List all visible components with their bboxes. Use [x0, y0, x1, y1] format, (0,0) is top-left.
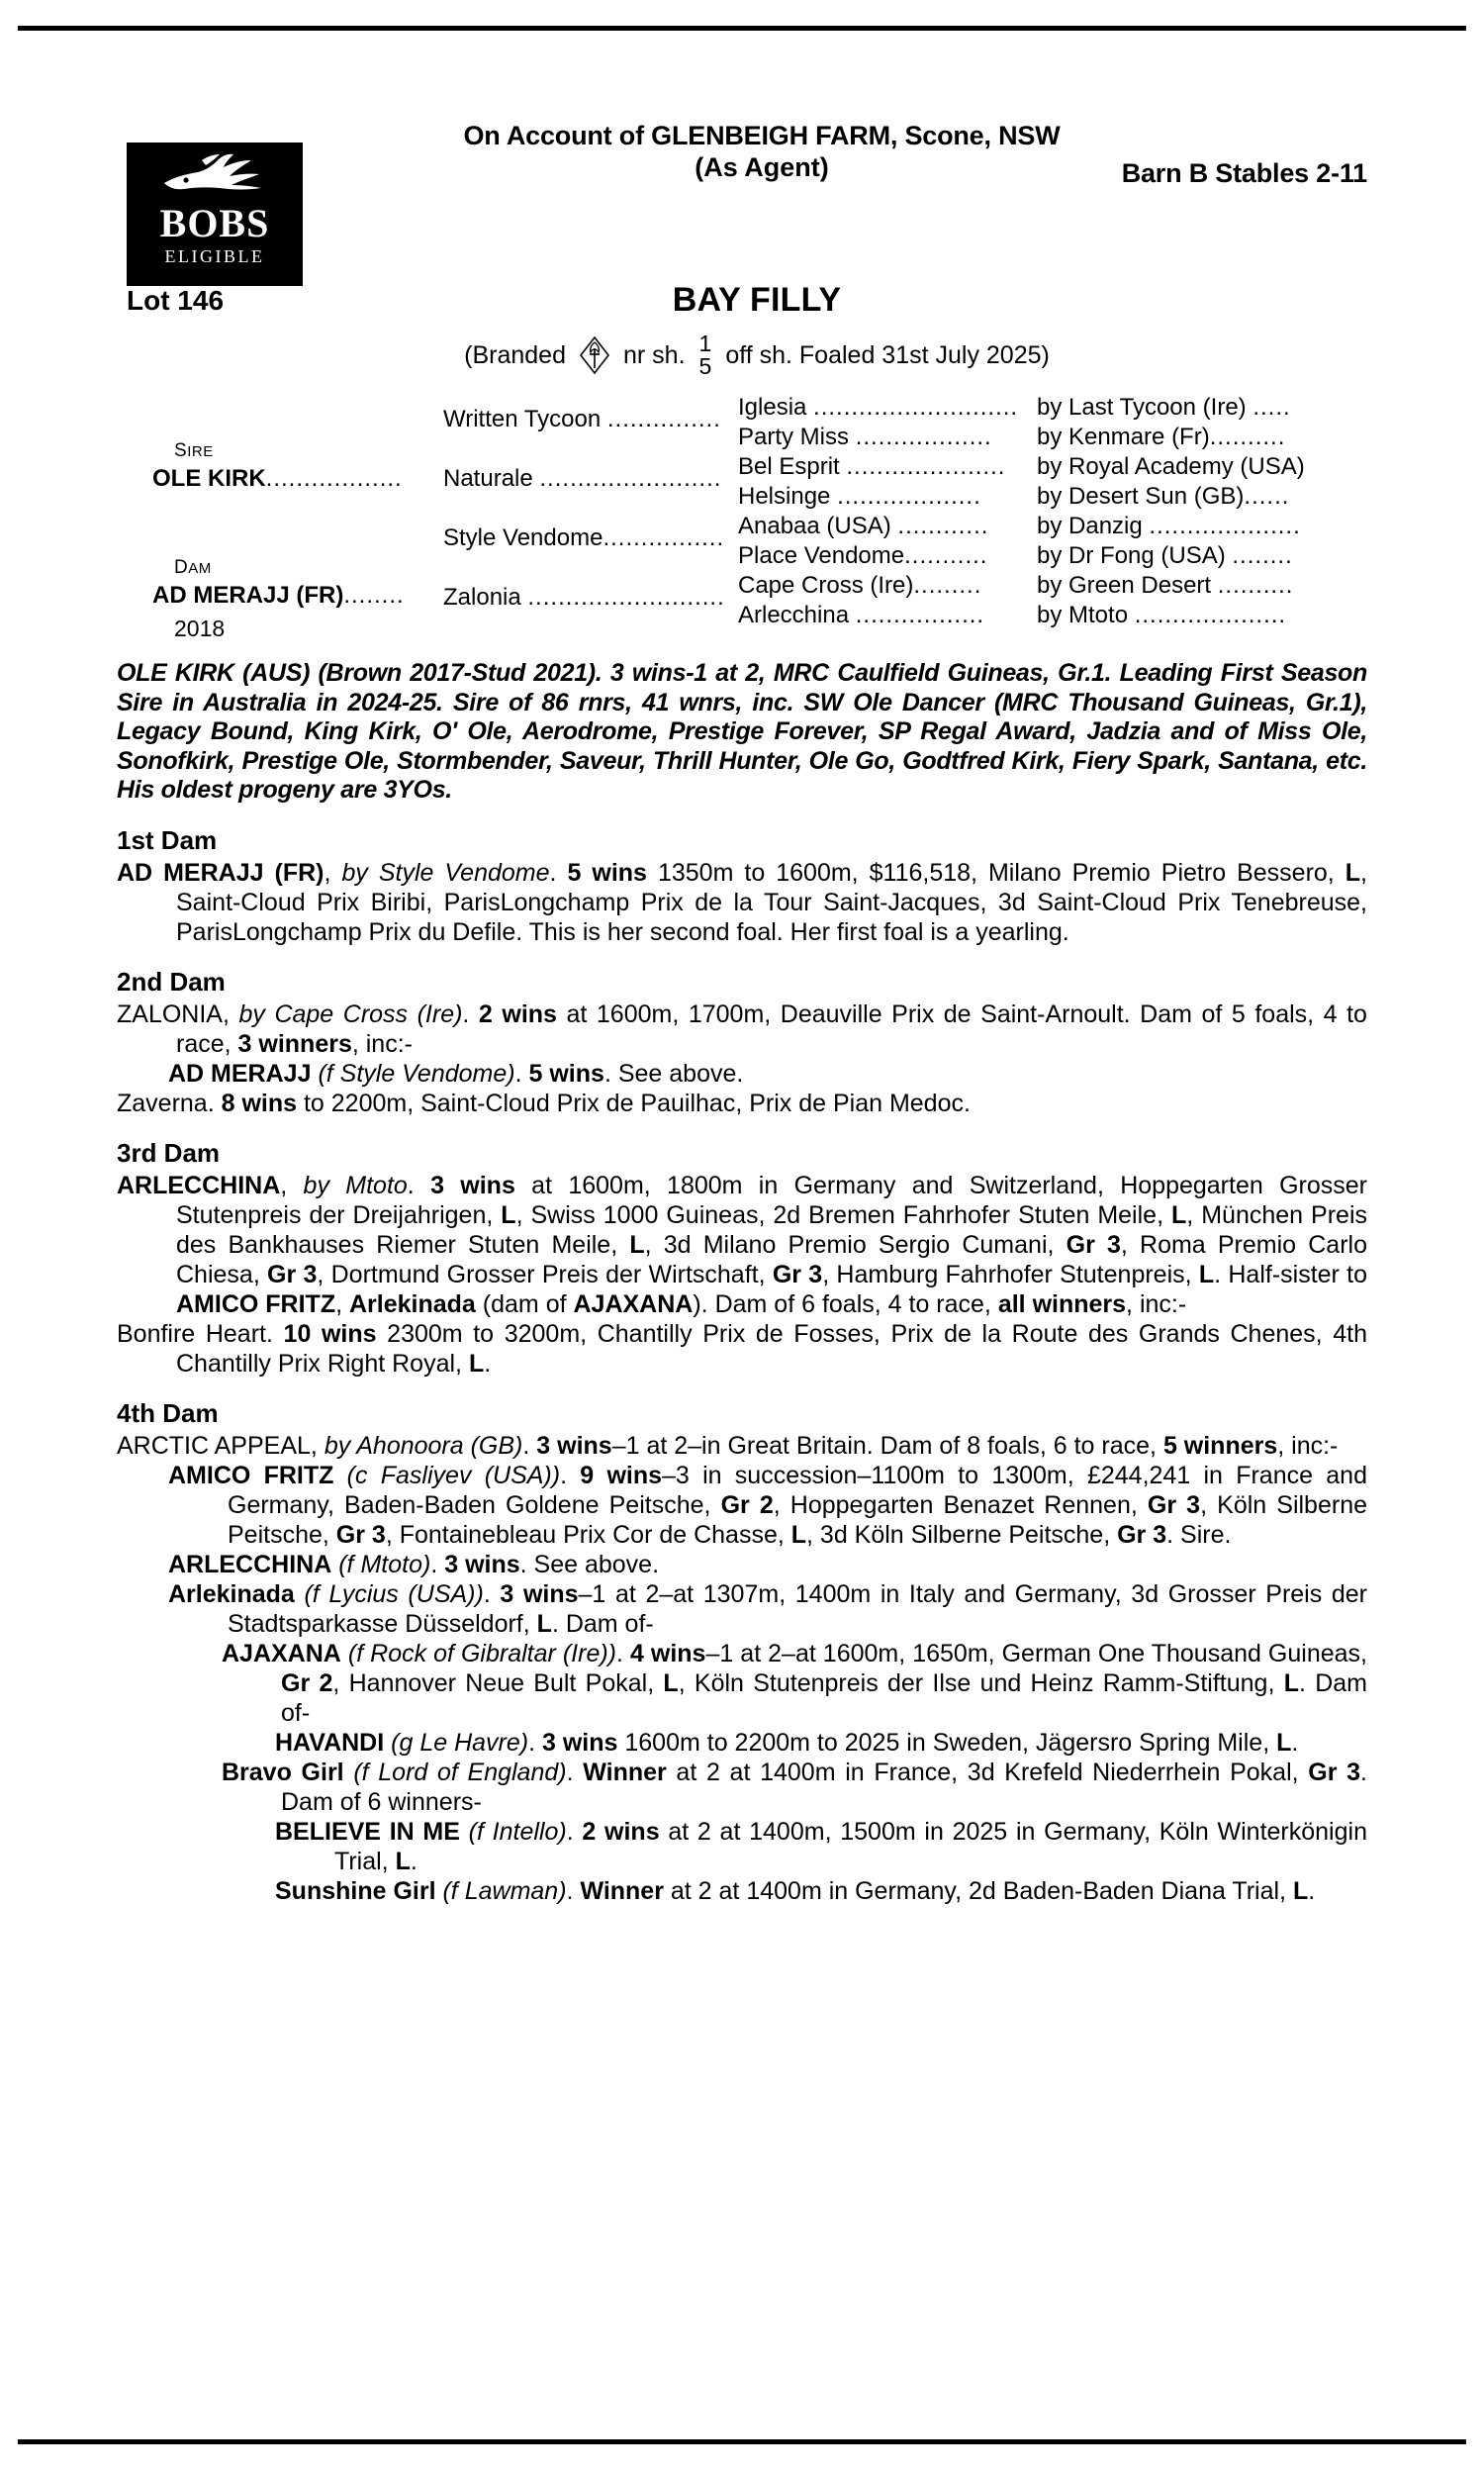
- pedigree-entry: AD MERAJJ (FR), by Style Vendome. 5 wins 1350m to 1600m, $116,518, Milano Premio Pietro Bessero, L, Saint-Cloud Prix Biribi, ParisLongchamp Prix de la Tour Saint-Jacques, 3d Saint-Cloud Prix Tenebreuse, ParisLongchamp Prix du Defile. This is her second foal. Her first foal is a yearling.: [117, 858, 1367, 946]
- gen3-row: Bel Esprit .....................: [738, 453, 1006, 480]
- sire-description: OLE KIRK (AUS) (Brown 2017-Stud 2021). 3 wins-1 at 2, MRC Caulfield Guineas, Gr.1. Leading First Season Sire in Australia in 2024-25. Sire of 86 rnrs, 41 wnrs, inc. SW Ole Dancer (MRC Thousand Guineas, Gr.1), Legacy Bound, King Kirk, O' Ole, Aerodrome, Prestige Forever, SP Regal Award, Jadzia and of Miss Ole, Sonofkirk, Prestige Ole, Stormbender, Saveur, Thrill Hunter, Ole Go, Godtfred Kirk, Fiery Spark, Santana, etc. His oldest progeny are 3YOs.: [117, 659, 1367, 804]
- dam-heading: 2nd Dam: [117, 966, 226, 997]
- gen3-by: by Last Tycoon (Ire) .....: [1037, 394, 1291, 421]
- pedigree-entry: BELIEVE IN ME (f Intello). 2 wins at 2 at 1400m, 1500m in 2025 in Germany, Köln Winterkönigin Trial, L.: [275, 1817, 1367, 1875]
- gen3-by: by Desert Sun (GB)......: [1037, 483, 1290, 510]
- horse-head-icon: [156, 150, 273, 202]
- gen3-row: Arlecchina .................: [738, 602, 985, 628]
- gen2-row: Zalonia ..........................: [443, 584, 725, 611]
- dam-heading: 1st Dam: [117, 824, 218, 855]
- gen3-row: Cape Cross (Ire).........: [738, 572, 982, 599]
- sire-label: SIRE: [174, 440, 214, 461]
- gen3-row: Anabaa (USA) ............: [738, 513, 989, 539]
- dam-name: AD MERAJJ (FR)........: [152, 582, 405, 609]
- pedigree-entry: AMICO FRITZ (c Fasliyev (USA)). 9 wins–3 in succession–1100m to 1300m, £244,241 in France and Germany, Baden-Baden Goldene Peitsche, Gr 2, Hoppegarten Benazet Rennen, Gr 3, Köln Silberne Peitsche, Gr 3, Fontainebleau Prix Cor de Chasse, L, 3d Köln Silberne Peitsche, Gr 3. Sire.: [168, 1461, 1367, 1549]
- brand-fraction: [699, 333, 712, 378]
- pedigree-entry: Arlekinada (f Lycius (USA)). 3 wins–1 at 2–at 1307m, 1400m in Italy and Germany, 3d Grosser Preis der Stadtsparkasse Düsseldorf, L. Dam of-: [168, 1579, 1368, 1638]
- pedigree-entry: ARCTIC APPEAL, by Ahonoora (GB). 3 wins–1 at 2–in Great Britain. Dam of 8 foals, 6 to race, 5 winners, inc:-: [117, 1431, 1339, 1460]
- brand-middle: nr sh.: [623, 340, 686, 369]
- fraction-denominator: 5: [698, 353, 712, 379]
- pedigree-entry: AD MERAJJ (f Style Vendome). 5 wins. See above.: [168, 1059, 744, 1088]
- logo-title: BOBS: [159, 201, 270, 245]
- gen3-by: by Kenmare (Fr)..........: [1037, 424, 1286, 450]
- bobs-eligible-logo: [127, 143, 303, 286]
- dam-label: DAM: [174, 557, 212, 578]
- gen2-row: Style Vendome................: [443, 524, 725, 551]
- gen3-row: Place Vendome...........: [738, 542, 988, 569]
- gen3-by: by Danzig ....................: [1037, 513, 1301, 539]
- page-content: [117, 79, 1367, 1906]
- pedigree-entry: ARLECCHINA, by Mtoto. 3 wins at 1600m, 1800m in Germany and Switzerland, Hoppegarten Grosser Stutenpreis der Dreijahrigen, L, Swiss 1000 Guineas, 2d Bremen Fahrhofer Stuten Meile, L, München Preis des Bankhauses Riemer Stuten Meile, L, 3d Milano Premio Sergio Cumani, Gr 3, Roma Premio Carlo Chiesa, Gr 3, Dortmund Grosser Preis der Wirtschaft, Gr 3, Hamburg Fahrhofer Stutenpreis, L. Half-sister to AMICO FRITZ, Arlekinada (dam of AJAXANA). Dam of 6 foals, 4 to race, all winners, inc:-: [117, 1171, 1367, 1318]
- logo-subtitle: ELIGIBLE: [164, 246, 265, 266]
- pedigree-entry: AJAXANA (f Rock of Gibraltar (Ire)). 4 wins–1 at 2–at 1600m, 1650m, German One Thousand Guineas, Gr 2, Hannover Neue Bult Pokal, L, Köln Stutenpreis der Ilse und Heinz Ramm-Stiftung, L. Dam of-: [222, 1639, 1367, 1727]
- gen2-row: Written Tycoon ...............: [443, 406, 721, 432]
- page-title: BAY FILLY: [672, 281, 842, 319]
- dam-heading: 3rd Dam: [117, 1137, 221, 1168]
- brand-line: [117, 333, 1367, 378]
- brand-prefix: (Branded: [464, 340, 566, 369]
- pedigree-entry: Bonfire Heart. 10 wins 2300m to 3200m, Chantilly Prix de Fosses, Prix de la Route des Grands Chenes, 4th Chantilly Prix Right Royal, L.: [117, 1319, 1367, 1378]
- dam-year: 2018: [174, 616, 226, 641]
- pedigree-table: [117, 394, 1367, 649]
- gen3-row: Helsinge ...................: [738, 483, 981, 510]
- pedigree-entry: Sunshine Girl (f Lawman). Winner at 2 at 1400m in Germany, 2d Baden-Baden Diana Trial, L.: [275, 1876, 1316, 1905]
- barn-location: Barn B Stables 2-11: [1121, 158, 1367, 188]
- gen3-row: Party Miss ..................: [738, 424, 992, 450]
- pedigree-entry: HAVANDI (g Le Havre). 3 wins 1600m to 2200m to 2025 in Sweden, Jägersro Spring Mile, L.: [275, 1728, 1299, 1757]
- gen3-by: by Dr Fong (USA) ........: [1037, 542, 1293, 569]
- lot-row: [117, 281, 1367, 327]
- brand-symbol-icon: [578, 335, 611, 375]
- top-rule: [18, 26, 1466, 31]
- pedigree-entry: ZALONIA, by Cape Cross (Ire). 2 wins at 1600m, 1700m, Deauville Prix de Saint-Arnoult. Dam of 5 foals, 4 to race, 3 winners, inc:-: [117, 999, 1367, 1058]
- gen3-by: by Royal Academy (USA): [1037, 453, 1305, 480]
- brand-suffix: off sh. Foaled 31st July 2025): [725, 340, 1050, 369]
- gen3-by: by Mtoto ....................: [1037, 602, 1287, 628]
- gen3-by: by Green Desert ..........: [1037, 572, 1294, 599]
- dam-sections: [117, 825, 1367, 1906]
- bottom-rule: [18, 2439, 1466, 2444]
- pedigree-entry: Zaverna. 8 wins to 2200m, Saint-Cloud Prix de Pauilhac, Prix de Pian Medoc.: [117, 1089, 971, 1117]
- account-line-2: (As Agent): [695, 151, 829, 182]
- sire-name: OLE KIRK..................: [152, 465, 403, 492]
- page-header: [117, 121, 1367, 269]
- pedigree-entry: ARLECCHINA (f Mtoto). 3 wins. See above.: [168, 1550, 660, 1578]
- lot-number: Lot 146: [127, 285, 225, 316]
- dam-heading: 4th Dam: [117, 1397, 219, 1428]
- pedigree-entry: Bravo Girl (f Lord of England). Winner at 2 at 1400m in France, 3d Krefeld Niederrhein Pokal, Gr 3. Dam of 6 winners-: [222, 1758, 1367, 1816]
- gen3-row: Iglesia ...........................: [738, 394, 1019, 421]
- account-line-1: On Account of GLENBEIGH FARM, Scone, NSW: [463, 121, 1061, 150]
- gen2-row: Naturale ........................: [443, 465, 722, 492]
- fraction-numerator: 1: [698, 331, 712, 356]
